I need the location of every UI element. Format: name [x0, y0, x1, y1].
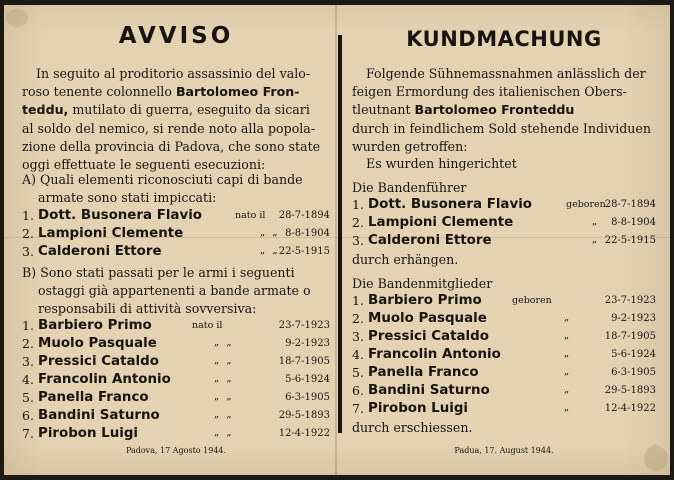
birth-date: 22-5-1915	[278, 246, 330, 257]
item-number: 6.	[352, 383, 364, 398]
person-name: Lampioni Clemente	[368, 215, 514, 230]
ditto-marks: „ „	[260, 245, 280, 256]
item-number: 4.	[352, 347, 364, 362]
person-name: Dott. Busonera Flavio	[368, 197, 532, 212]
birth-label: geboren	[566, 199, 606, 210]
list-item	[352, 233, 656, 251]
section-line: responsabili di attività sovversiva:	[38, 301, 257, 317]
item-number: 5.	[22, 390, 34, 405]
birth-date: 12-4-1922	[278, 428, 330, 439]
victim-name-cont: teddu,	[22, 102, 69, 118]
poster	[4, 5, 670, 475]
ditto-marks: „	[564, 366, 572, 377]
ditto-marks: „	[592, 216, 600, 227]
victim-name: Bartolomeo Fronteddu	[414, 102, 575, 118]
birth-date: 22-5-1915	[604, 235, 656, 246]
list-item	[352, 329, 656, 347]
item-number: 7.	[352, 401, 364, 416]
intro-line	[352, 101, 656, 119]
ditto-marks: „	[592, 234, 600, 245]
section-line: B) Sono stati passati per le armi i seguenti	[22, 265, 295, 280]
birth-date: 23-7-1923	[604, 295, 656, 306]
person-name: Francolin Antonio	[38, 372, 171, 387]
german-hanged-line: durch erhängen.	[352, 252, 459, 267]
birth-date: 18-7-1905	[604, 331, 656, 342]
birth-date: 29-5-1893	[278, 410, 330, 421]
item-number: 5.	[352, 365, 364, 380]
item-number: 1.	[352, 293, 364, 308]
section-line: ostaggi già appartenenti a bande armate o	[38, 283, 311, 299]
item-number: 7.	[22, 426, 34, 441]
birth-date: 23-7-1923	[278, 320, 330, 331]
item-number: 2.	[352, 215, 364, 230]
list-item	[352, 365, 656, 383]
column-divider	[338, 35, 342, 433]
list-item	[352, 347, 656, 365]
intro-line: zione della provincia di Padova, che sono state	[22, 138, 321, 154]
ditto-marks: „	[564, 384, 572, 395]
birth-date: 8-8-1904	[611, 217, 656, 228]
person-name: Panella Franco	[38, 390, 149, 405]
item-number: 1.	[22, 208, 34, 223]
birth-date: 5-6-1924	[285, 374, 330, 385]
list-item	[352, 197, 656, 215]
intro-text: tleutnant	[352, 102, 411, 118]
birth-date: 5-6-1924	[611, 349, 656, 360]
german-members-heading: Die Bandenmitglieder	[352, 276, 493, 291]
intro-line: In seguito al proditorio assassinio del valo-	[36, 66, 311, 81]
german-intro	[352, 65, 656, 156]
german-leaders-heading: Die Bandenführer	[352, 180, 467, 195]
italian-intro	[22, 65, 330, 174]
list-item	[352, 311, 656, 329]
birth-date: 9-2-1923	[611, 313, 656, 324]
italian-section-a	[22, 171, 330, 207]
birth-date: 28-7-1894	[604, 199, 656, 210]
item-number: 3.	[352, 329, 364, 344]
ditto-marks: „ „	[214, 409, 234, 420]
intro-line: feigen Ermordung des italienischen Obers-	[352, 84, 627, 100]
ditto-marks: „ „	[214, 337, 234, 348]
person-name: Panella Franco	[368, 365, 479, 380]
item-number: 3.	[22, 244, 34, 259]
list-item	[352, 215, 656, 233]
ditto-marks: „ „	[214, 391, 234, 402]
list-item	[352, 293, 656, 311]
intro-line: durch in feindlichem Sold stehende Individuen	[352, 120, 651, 136]
item-number: 2.	[352, 311, 364, 326]
person-name: Pressici Cataldo	[38, 354, 159, 369]
list-item	[22, 226, 330, 244]
ditto-marks: „	[564, 348, 572, 359]
birth-label: nato il	[192, 320, 223, 331]
birth-date: 12-4-1922	[604, 403, 656, 414]
item-number: 3.	[352, 233, 364, 248]
item-number: 4.	[22, 372, 34, 387]
ditto-marks: „	[564, 402, 572, 413]
list-item	[22, 390, 330, 408]
intro-line: wurden getroffen:	[352, 138, 468, 154]
person-name: Barbiero Primo	[368, 293, 482, 308]
ditto-marks: „ „	[214, 427, 234, 438]
birth-date: 18-7-1905	[278, 356, 330, 367]
item-number: 2.	[22, 336, 34, 351]
german-title: KUNDMACHUNG	[406, 27, 602, 51]
intro-line: Folgende Sühnemassnahmen anlässlich der	[366, 66, 646, 81]
intro-text: mutilato di guerra, eseguito da sicari	[72, 102, 310, 118]
birth-label: nato il	[235, 210, 266, 221]
list-item	[22, 336, 330, 354]
intro-text: roso tenente colonnello	[22, 84, 172, 100]
victim-name: Bartolomeo Fron-	[175, 84, 300, 100]
person-name: Francolin Antonio	[368, 347, 501, 362]
person-name: Pirobon Luigi	[38, 426, 139, 441]
item-number: 1.	[22, 318, 34, 333]
list-item	[22, 244, 330, 262]
person-name: Muolo Pasquale	[368, 311, 487, 326]
ditto-marks: „	[564, 330, 572, 341]
item-number: 3.	[22, 354, 34, 369]
ditto-marks: „	[564, 312, 572, 323]
person-name: Calderoni Ettore	[368, 233, 492, 248]
person-name: Pirobon Luigi	[368, 401, 469, 416]
person-name: Barbiero Primo	[38, 318, 152, 333]
list-item	[22, 408, 330, 426]
intro-line	[22, 101, 330, 119]
italian-footer: Padova, 17 Agosto 1944.	[125, 446, 227, 455]
birth-date: 6-3-1905	[285, 392, 330, 403]
birth-date: 6-3-1905	[611, 367, 656, 378]
italian-section-b	[22, 264, 330, 319]
birth-date: 8-8-1904	[285, 228, 330, 239]
person-name: Calderoni Ettore	[38, 244, 162, 259]
person-name: Bandini Saturno	[38, 408, 160, 423]
item-number: 2.	[22, 226, 34, 241]
person-name: Bandini Saturno	[368, 383, 490, 398]
intro-line: oggi effettuate le seguenti esecuzioni:	[22, 157, 266, 173]
italian-title: AVVISO	[118, 23, 234, 49]
person-name: Lampioni Clemente	[38, 226, 184, 241]
birth-date: 28-7-1894	[278, 210, 330, 221]
intro-line: al soldo del nemico, si rende noto alla popola-	[22, 120, 316, 136]
person-name: Muolo Pasquale	[38, 336, 157, 351]
list-item	[22, 318, 330, 336]
list-item	[22, 426, 330, 444]
ditto-marks: „ „	[214, 373, 234, 384]
german-shot-line: durch erschiessen.	[352, 420, 473, 435]
list-item	[22, 354, 330, 372]
section-line: A) Quali elementi riconosciuti capi di bande	[22, 172, 303, 187]
list-item	[352, 383, 656, 401]
birth-label: geboren	[512, 295, 552, 306]
german-executed-line: Es wurden hingerichtet	[366, 156, 517, 171]
german-footer: Padua, 17. August 1944.	[454, 446, 554, 455]
section-line: armate sono stati impiccati:	[38, 190, 217, 206]
item-number: 1.	[352, 197, 364, 212]
item-number: 6.	[22, 408, 34, 423]
fold-crease-vertical	[335, 5, 337, 475]
ditto-marks: „ „	[260, 227, 280, 238]
list-item	[352, 401, 656, 419]
list-item	[22, 372, 330, 390]
ditto-marks: „ „	[214, 355, 234, 366]
person-name: Dott. Busonera Flavio	[38, 208, 202, 223]
list-item	[22, 208, 330, 226]
birth-date: 29-5-1893	[604, 385, 656, 396]
birth-date: 9-2-1923	[285, 338, 330, 349]
person-name: Pressici Cataldo	[368, 329, 489, 344]
intro-line	[22, 83, 330, 101]
